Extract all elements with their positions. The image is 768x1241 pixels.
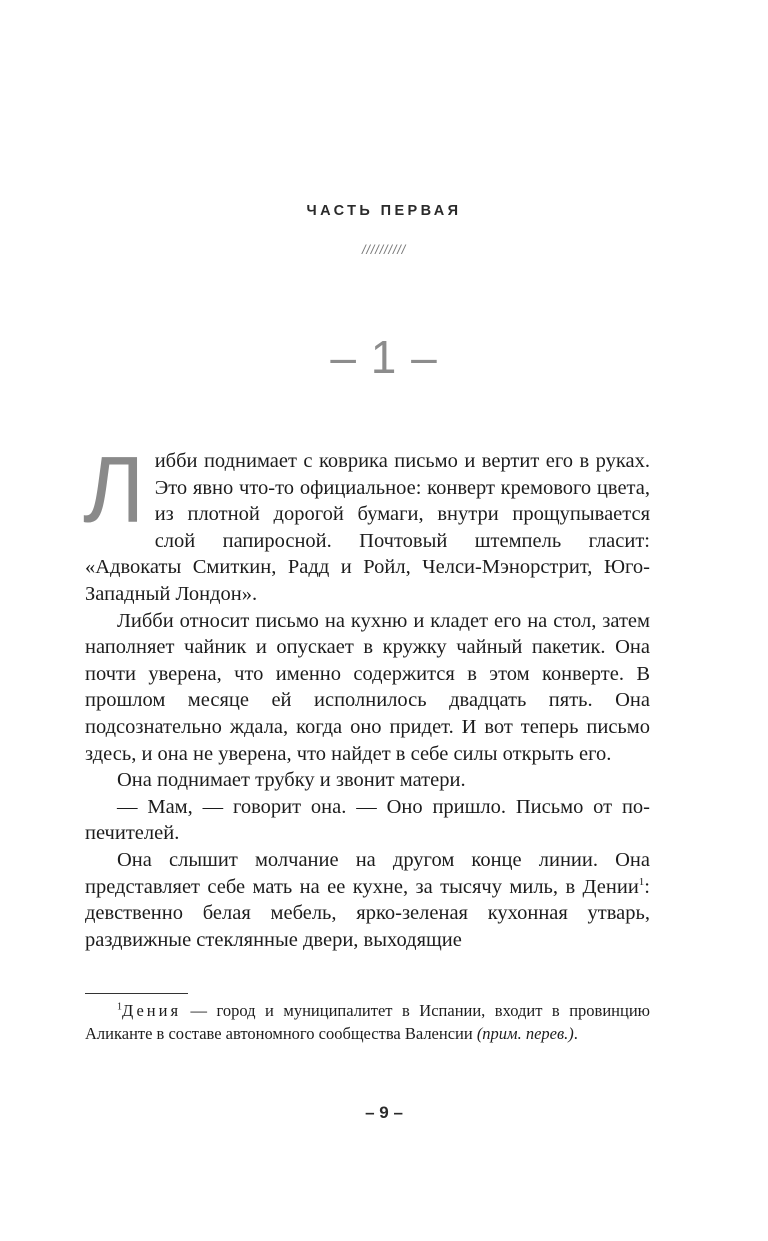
paragraph-1-text: ибби поднимает с коврика письмо и вертит его в руках. Это явно что-то официальное: конверт кремового цвета, из плотной дорогой бумаги, внутри прощупывается слой папиросной. Почтовый штемпель гласит: «Адвокаты Смиткин, Радд и Ройл, Челси-Мэнорстрит, Юго-Западный Лондон». (85, 450, 650, 605)
paragraph-5-text-a: Она слышит молчание на другом конце линии. Она представляет себе мать на ее кухне, за тысячу миль, в Дении (85, 848, 650, 898)
part-title: ЧАСТЬ ПЕРВАЯ (306, 203, 462, 219)
footnote-translator-note: (прим. перев.) (476, 1024, 574, 1043)
footnote-reference: 1 (638, 875, 645, 888)
paragraph-2: Либби относит письмо на кухню и кладет его на стол, затем наполняет чайник и опускает в кружку чайный пакетик. Она почти уверена, что именно содержится в этом конверте. В прошлом месяце ей исполнилось двадцать пять. Она подсознательно ждала, когда оно придет. И вот теперь письмо здесь, и она не уверена, что найдет в себе силы открыть его. (85, 609, 650, 765)
footnote (85, 999, 650, 1045)
footnote-end: . (573, 1024, 578, 1043)
page-number: – 9 – (365, 1103, 403, 1122)
paragraph-3: Она поднимает трубку и звонит матери. (117, 769, 466, 792)
footnote-separator (85, 993, 188, 994)
footnote-term: Дения (122, 1001, 182, 1020)
footnote-text: — город и муниципалитет в Испании, входит в провинцию Аликанте в составе автономного сообщества Валенсии (85, 1001, 650, 1043)
footnote-mark: 1 (117, 1001, 122, 1013)
paragraph-4: — Мам, — говорит она. — Оно пришло. Письмо от попечителей. (85, 795, 650, 845)
ornament-divider: ////////// (361, 242, 407, 257)
paragraph-5-text-b: : девственно белая мебель, ярко-зеленая кухонная утварь, раздвижные стеклянные двери, выходящие (85, 875, 650, 951)
chapter-body (83, 437, 650, 953)
drop-cap: Л (83, 437, 145, 542)
chapter-number: – 1 – (330, 331, 438, 383)
paragraph-5 (85, 847, 650, 953)
paragraph-1 (83, 437, 650, 608)
